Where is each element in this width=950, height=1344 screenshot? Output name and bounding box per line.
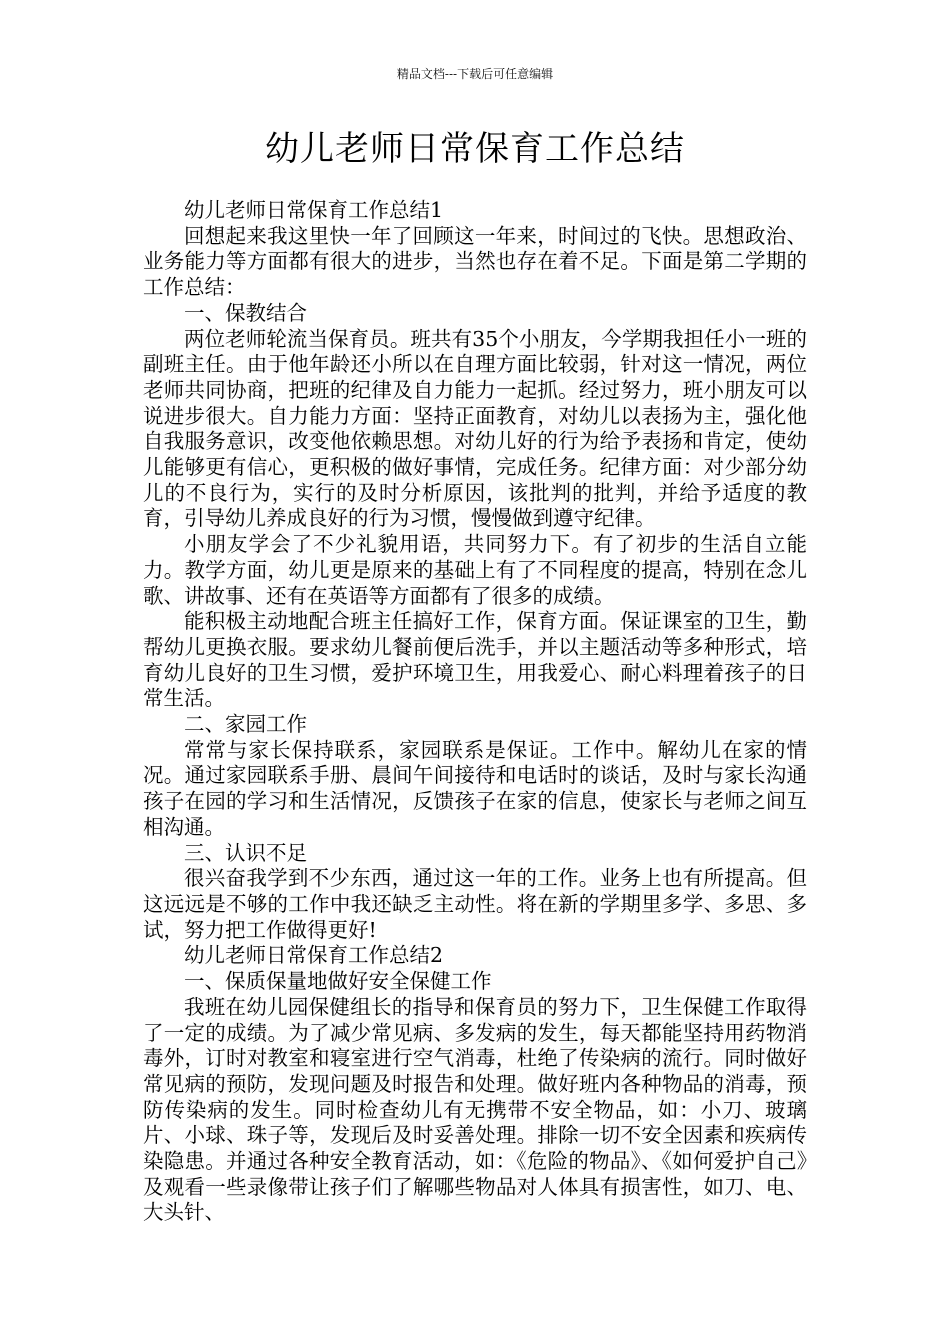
body-paragraph: 常常与家长保持联系，家园联系是保证。工作中。解幼儿在家的情况。通过家园联系手册、晨间午间接待和电话时的谈话，及时与家长沟通孩子在园的学习和生活情况，反馈孩子在家的信息，使家长与老师之间互相沟通。	[143, 737, 807, 839]
subheading-care-education: 一、保教结合	[184, 300, 307, 325]
body-paragraph: 小朋友学会了不少礼貌用语，共同努力下。有了初步的生活自立能力。教学方面，幼儿更是原来的基础上有了不同程度的提高，特别在念儿歌、讲故事、还有在英语等方面都有了很多的成绩。	[143, 532, 807, 608]
document-title: 幼儿老师日常保育工作总结	[265, 129, 685, 169]
body-paragraph: 我班在幼儿园保健组长的指导和保育员的努力下，卫生保健工作取得了一定的成绩。为了减少常见病、多发病的发生，每天都能坚持用药物消毒外，订时对教室和寝室进行空气消毒，杜绝了传染病的流行。同时做好常见病的预防，发现问题及时报告和处理。做好班内各种物品的消毒，预防传染病的发生。同时检查幼儿有无携带不安全物品，如：小刀、玻璃片、小球、珠子等，发现后及时妥善处理。排除一切不安全因素和疾病传染隐患。并通过各种安全教育活动，如：《危险的物品》、《如何爱护自己》及观看一些录像带让孩子们了解哪些物品对人体具有损害性，如刀、电、大头针、	[143, 994, 807, 1225]
body-paragraph: 两位老师轮流当保育员。班共有35个小朋友，今学期我担任小一班的副班主任。由于他年龄还小所以在自理方面比较弱，针对这一情况，两位老师共同协商，把班的纪律及自力能力一起抓。经过努力，班小朋友可以说进步很大。自力能力方面：坚持正面教育，对幼儿以表扬为主，强化他自我服务意识，改变他依赖思想。对幼儿好的行为给予表扬和肯定，使幼儿能够更有信心，更积极的做好事情，完成任务。纪律方面：对少部分幼儿的不良行为，实行的及时分析原因，该批判的批判，并给予适度的教育，引导幼儿养成良好的行为习惯，慢慢做到遵守纪律。	[143, 326, 807, 531]
intro-paragraph: 回想起来我这里快一年了回顾这一年来，时间过的飞快。思想政治、业务能力等方面都有很大的进步，当然也存在着不足。下面是第二学期的工作总结：	[143, 223, 807, 300]
subheading-home-school: 二、家园工作	[184, 712, 307, 737]
body-paragraph: 能积极主动地配合班主任搞好工作，保育方面。保证课室的卫生，勤帮幼儿更换衣服。要求幼儿餐前便后洗手，并以主题活动等多种形式，培育幼儿良好的卫生习惯，爱护环境卫生，用我爱心、耐心料理着孩子的日常生活。	[143, 609, 807, 711]
section-heading-summary-2: 幼儿老师日常保育工作总结2	[184, 943, 444, 968]
body-paragraph: 很兴奋我学到不少东西，通过这一年的工作。业务上也有所提高。但这远远是不够的工作中我还缺乏主动性。将在新的学期里多学、多思、多试，努力把工作做得更好!	[143, 866, 807, 942]
document-body	[143, 198, 807, 1226]
subheading-safety-health: 一、保质保量地做好安全保健工作	[184, 969, 492, 994]
section-heading-summary-1: 幼儿老师日常保育工作总结1	[184, 198, 444, 222]
page-header-note: 精品文档---下载后可任意编辑	[396, 67, 554, 81]
subheading-shortcomings: 三、认识不足	[184, 840, 307, 865]
